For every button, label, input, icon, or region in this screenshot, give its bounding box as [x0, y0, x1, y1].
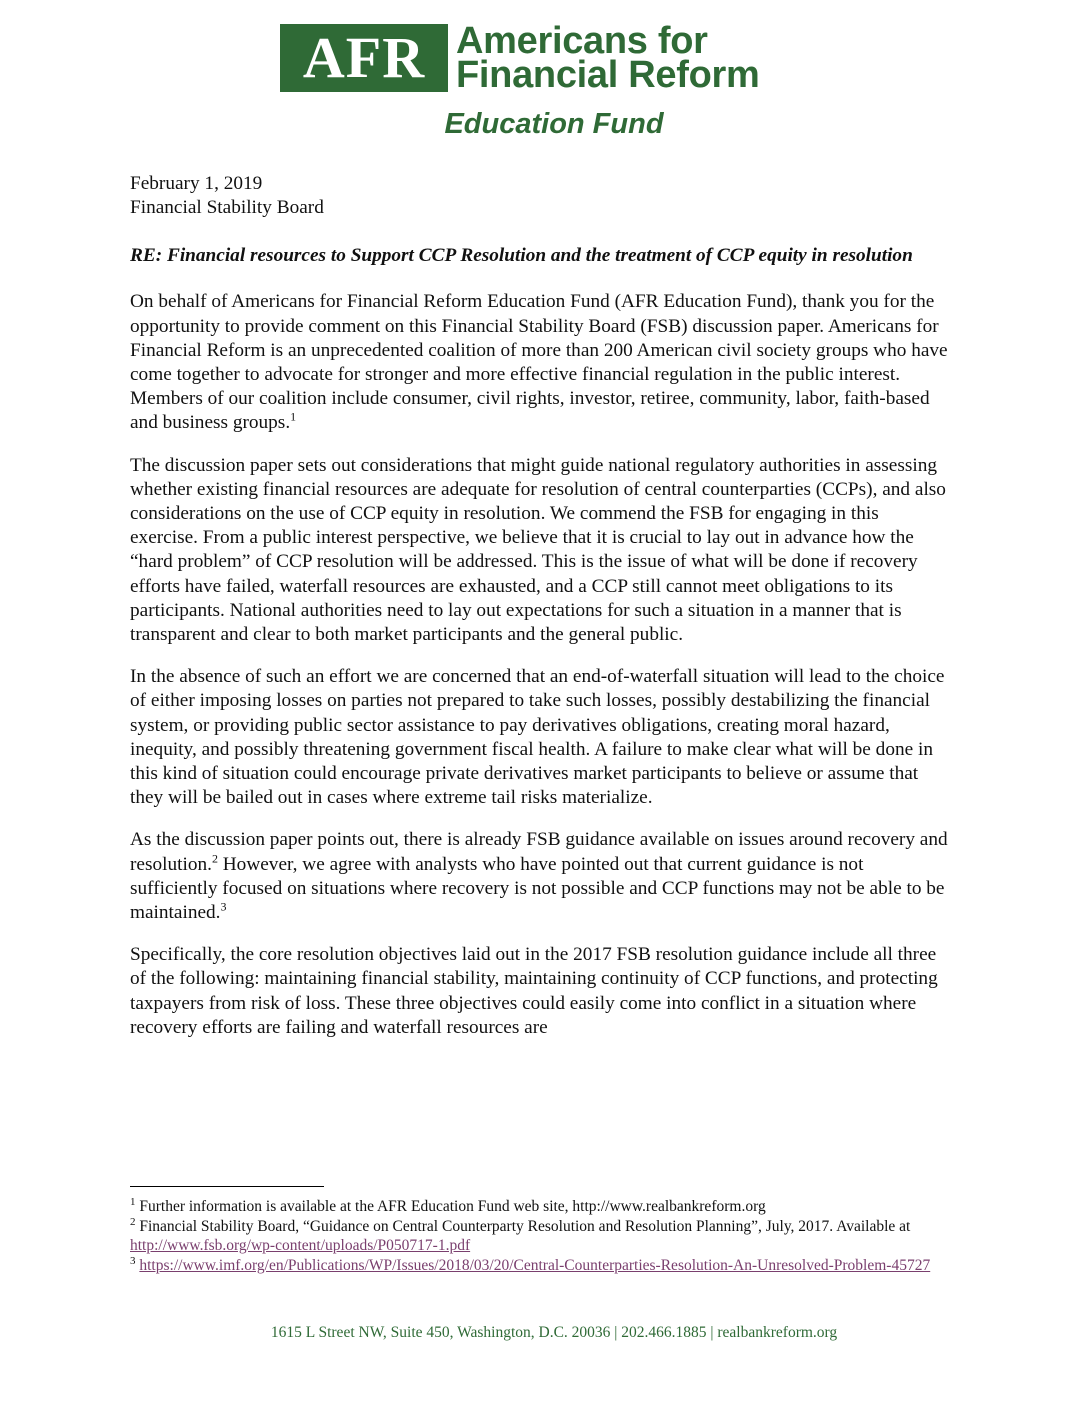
paragraph-4-text-a: As the discussion paper points out, there is already FSB guidance available on issues around recovery and resolution. — [130, 829, 948, 875]
paragraph-4-text-b: However, we agree with analysts who have pointed out that current guidance is not sufficiently focused on situations where recovery is not possible and CCP functions may not be able to be maintained. — [130, 853, 945, 924]
paragraph-2: The discussion paper sets out considerations that might guide national regulatory authorities in assessing whether existing financial resources are adequate for resolution of central counterparties (CCPs), and also considerations on the use of CCP equity in resolution. We commend the FSB for engaging in this exercise. From a public interest perspective, we believe that it is crucial to lay out in advance how the “hard problem” of CCP resolution will be addressed. This is the issue of what will be done if recovery efforts have failed, waterfall resources are exhausted, and a CCP still cannot meet obligations to its participants. National authorities need to lay out expectations for such a situation in a manner that is transparent and clear to both market participants and the general public. — [130, 454, 946, 646]
paragraph-3: In the absence of such an effort we are concerned that an end-of-waterfall situation will lead to the choice of either imposing losses on parties not prepared to take such losses, possibly destabilizing the financial system, or providing public sector assistance to pay derivatives obligations, creating moral hazard, inequity, and possibly threatening government fiscal health. A failure to make clear what will be done in this kind of situation could encourage private derivatives market participants to believe or assume that they will be bailed out in cases where extreme tail risks materialize. — [130, 666, 945, 809]
footnote-1-text: Further information is available at the AFR Education Fund web site, http://www.realbankreform.org — [135, 1198, 766, 1215]
logo-line-1: Americans for — [456, 20, 708, 62]
afr-logo — [280, 20, 760, 96]
paragraph-1-text: On behalf of Americans for Financial Reform Education Fund (AFR Education Fund), thank you for the opportunity to provide comment on this Financial Stability Board (FSB) discussion paper. Americans for Financial Reform is an unprecedented coalition of more than 200 American civil society groups who have come together to advocate for stronger and more effective financial regulation in the public interest. Members of our coalition include consumer, civil rights, investor, retiree, community, labor, faith-based and business groups. — [130, 291, 948, 434]
paragraph-5: Specifically, the core resolution objectives laid out in the 2017 FSB resolution guidance include all three of the following: maintaining financial stability, maintaining continuity of CCP functions, and protecting taxpayers from risk of loss. These three objectives could easily come into conflict in a situation where recovery efforts are failing and waterfall resources are — [130, 944, 938, 1038]
letter-body — [130, 172, 950, 1040]
footnote-2-text: Financial Stability Board, “Guidance on Central Counterparty Resolution and Resolution Planning”, July, 2017. Available at — [135, 1217, 911, 1235]
footnote-3-link[interactable]: https://www.imf.org/en/Publications/WP/Issues/2018/03/20/Central-Counterparties-Resolution-An-Unresolved-Problem-45727 — [139, 1256, 931, 1274]
footnote-ref-1: 1 — [290, 410, 297, 424]
footnote-2 — [130, 1217, 950, 1256]
footnote-ref-3: 3 — [220, 899, 227, 914]
footnote-2-number: 2 — [130, 1215, 136, 1228]
education-fund-subtitle: Education Fund — [444, 108, 664, 140]
footnote-3 — [130, 1256, 950, 1276]
re-line: RE: Financial resources to Support CCP Resolution and the treatment of CCP equity in resolution — [130, 245, 913, 267]
paragraph-1 — [130, 290, 950, 435]
logo-line-2: Financial Reform — [456, 54, 760, 96]
page-footer: 1615 L Street NW, Suite 450, Washington, D.C. 20036 | 202.466.1885 | realbankreform.org — [270, 1324, 838, 1341]
footnote-2-link[interactable]: http://www.fsb.org/wp-content/uploads/P050717-1.pdf — [130, 1237, 471, 1254]
footnote-divider — [130, 1186, 324, 1187]
footnotes — [130, 1186, 950, 1275]
paragraph-4 — [130, 828, 950, 925]
letter-date: February 1, 2019 — [130, 173, 263, 194]
letter-recipient: Financial Stability Board — [130, 197, 324, 219]
logo-abbrev: AFR — [280, 24, 448, 92]
footnote-ref-2: 2 — [211, 851, 218, 866]
logo-wordmark — [456, 20, 760, 96]
footnote-3-number: 3 — [130, 1254, 136, 1267]
footnote-1 — [130, 1197, 950, 1217]
footnote-1-number: 1 — [130, 1195, 136, 1208]
